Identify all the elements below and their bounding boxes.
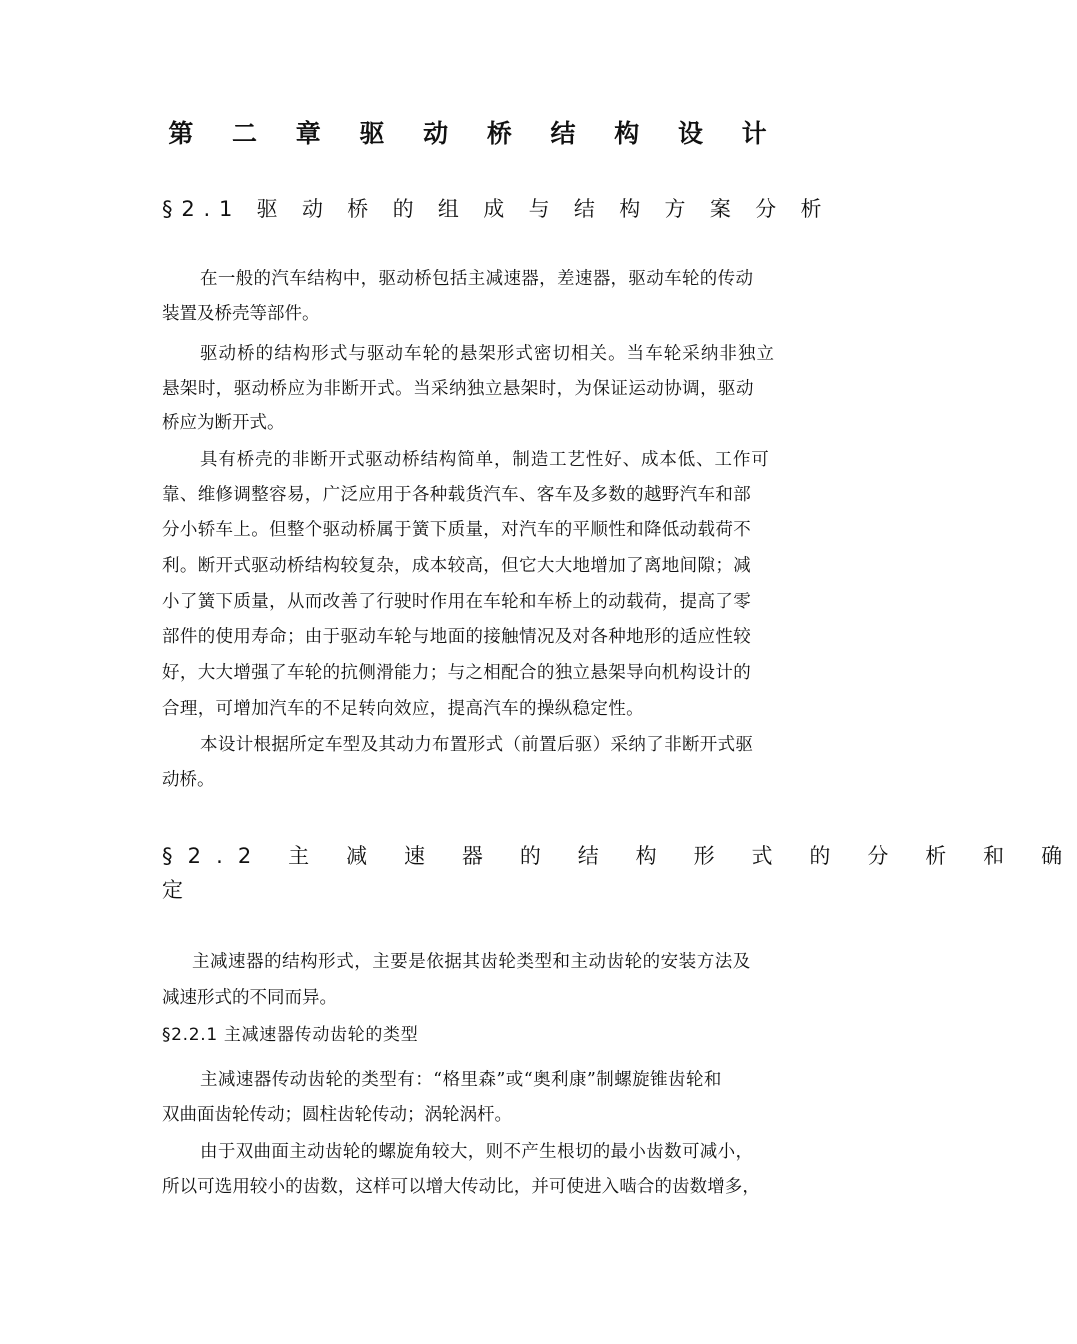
paragraph-line: 利。断开式驱动桥结构较复杂，成本较高，但它大大地增加了离地间隙；减 <box>162 556 752 576</box>
paragraph-line: 好，大大增强了车轮的抗侧滑能力；与之相配合的独立悬架导向机构设计的 <box>162 663 752 683</box>
section-heading-2-1: §2.1 驱 动 桥 的 组 成 与 结 构 方 案 分 析 <box>162 197 831 221</box>
paragraph-line: 悬架时，驱动桥应为非断开式。当采纳独立悬架时，为保证运动协调，驱动 <box>162 379 754 399</box>
paragraph-line: 减速形式的不同而异。 <box>162 988 337 1008</box>
paragraph-line: 具有桥壳的非断开式驱动桥结构简单，制造工艺性好、成本低、工作可 <box>200 450 770 470</box>
paragraph-line: 小了簧下质量，从而改善了行驶时作用在车轮和车桥上的动载荷，提高了零 <box>162 592 752 612</box>
paragraph-line: 在一般的汽车结构中，驱动桥包括主减速器，差速器，驱动车轮的传动 <box>200 269 754 289</box>
subsection-heading-2-2-1: §2.2.1 主减速器传动齿轮的类型 <box>162 1025 419 1045</box>
paragraph-line: 主减速器的结构形式，主要是依据其齿轮类型和主动齿轮的安装方法及 <box>192 952 751 972</box>
paragraph-line: 靠、维修调整容易，广泛应用于各种载货汽车、客车及多数的越野汽车和部 <box>162 485 752 505</box>
paragraph-line: 由于双曲面主动齿轮的螺旋角较大，则不产生根切的最小齿数可减小， <box>200 1142 754 1162</box>
section-heading-2-2: §2.2 主 减 速 器 的 结 构 形 式 的 分 析 和 确 <box>162 844 1077 868</box>
paragraph-line: 所以可选用较小的齿数，这样可以增大传动比，并可使进入啮合的齿数增多， <box>162 1177 760 1197</box>
paragraph-line: 主减速器传动齿轮的类型有：“格里森”或“奥利康”制螺旋锥齿轮和 <box>200 1070 722 1090</box>
paragraph-line: 桥应为断开式。 <box>162 413 285 433</box>
chapter-title: 第 二 章 驱 动 桥 结 构 设 计 <box>168 119 782 148</box>
section-heading-2-2-continued: 定 <box>162 878 183 902</box>
paragraph-line: 合理，可增加汽车的不足转向效应，提高汽车的操纵稳定性。 <box>162 699 644 719</box>
paragraph-line: 装置及桥壳等部件。 <box>162 304 320 324</box>
paragraph-line: 本设计根据所定车型及其动力布置形式（前置后驱）采纳了非断开式驱 <box>200 735 754 755</box>
paragraph-line: 动桥。 <box>162 770 215 790</box>
paragraph-line: 双曲面齿轮传动；圆柱齿轮传动；涡轮涡杆。 <box>162 1105 512 1125</box>
paragraph-line: 驱动桥的结构形式与驱动车轮的悬架形式密切相关。当车轮采纳非独立 <box>200 344 776 364</box>
paragraph-line: 分小轿车上。但整个驱动桥属于簧下质量，对汽车的平顺性和降低动载荷不 <box>162 520 752 540</box>
paragraph-line: 部件的使用寿命；由于驱动车轮与地面的接触情况及对各种地形的适应性较 <box>162 627 752 647</box>
